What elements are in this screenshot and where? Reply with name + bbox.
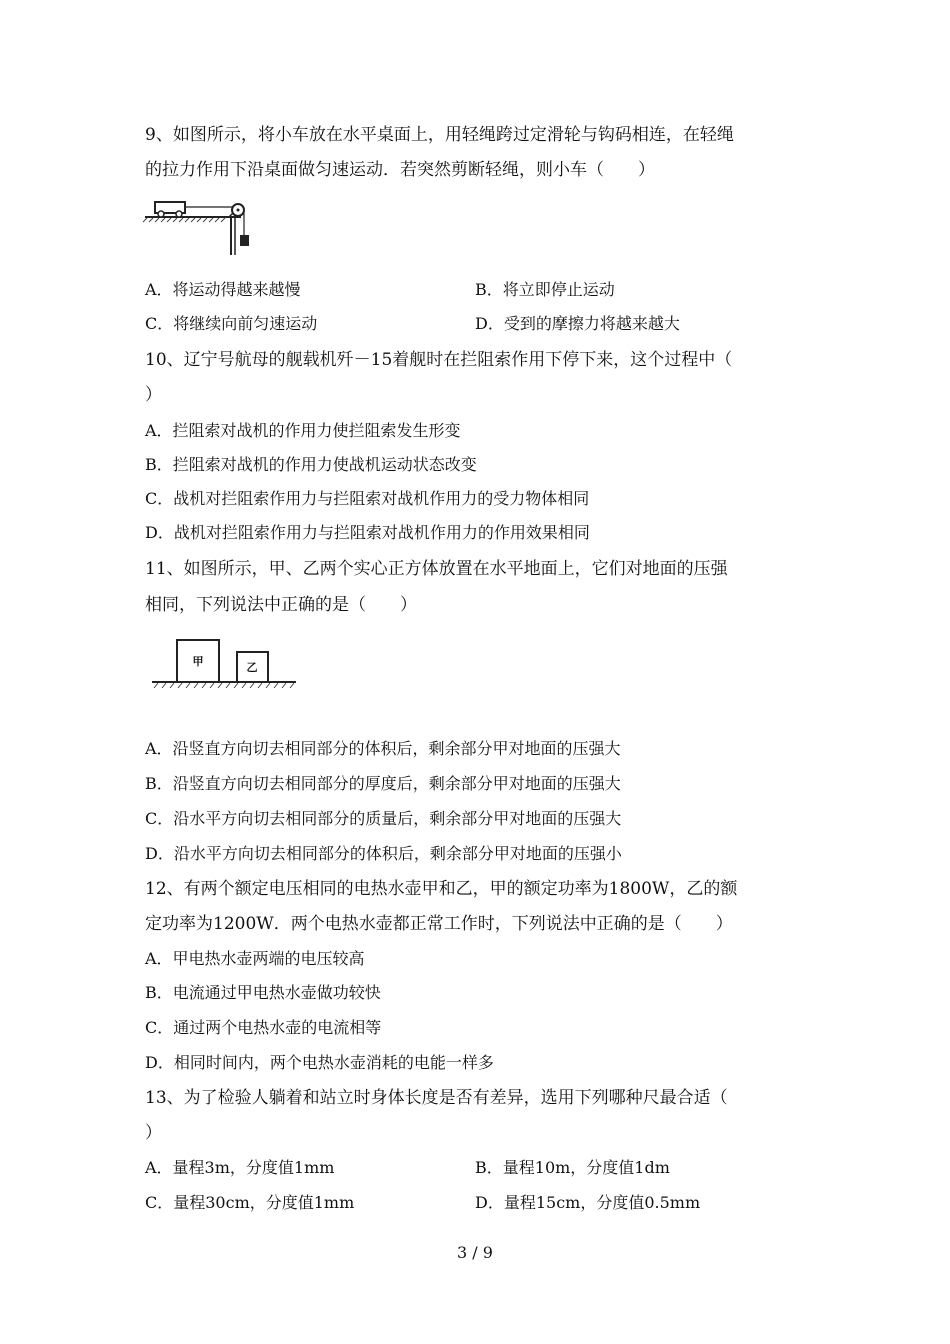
q9-option-d[interactable]: D．受到的摩擦力将越来越大	[475, 314, 680, 333]
q10-stem-line2: ）	[145, 385, 162, 405]
q11-cubes-diagram	[152, 638, 297, 690]
q13-stem-line2: ）	[145, 1123, 162, 1143]
page-number: 3 / 9	[457, 1243, 493, 1262]
q9-option-c[interactable]: C．将继续向前匀速运动	[145, 314, 318, 333]
cube-yi-label: 乙	[246, 661, 258, 674]
q13-option-d[interactable]: D．量程15cm，分度值0.5mm	[475, 1193, 701, 1212]
q12-option-a[interactable]: A．甲电热水壶两端的电压较高	[145, 949, 365, 968]
q11-stem-line1: 11、如图所示，甲、乙两个实心正方体放置在水平地面上，它们对地面的压强	[145, 559, 728, 579]
q10-option-d[interactable]: D．战机对拦阻索作用力与拦阻索对战机作用力的作用效果相同	[145, 523, 590, 542]
q12-option-d[interactable]: D．相同时间内，两个电热水壶消耗的电能一样多	[145, 1053, 494, 1072]
q12-stem-line2: 定功率为1200W．两个电热水壶都正常工作时，下列说法中正确的是（ ）	[145, 914, 733, 934]
q12-option-b[interactable]: B．电流通过甲电热水壶做功较快	[145, 983, 381, 1002]
q11-option-d[interactable]: D．沿水平方向切去相同部分的体积后，剩余部分甲对地面的压强小	[145, 844, 622, 863]
q11-option-a[interactable]: A．沿竖直方向切去相同部分的体积后，剩余部分甲对地面的压强大	[145, 739, 621, 758]
q10-stem-line1: 10、辽宁号航母的舰载机歼－15着舰时在拦阻索作用下停下来，这个过程中（	[145, 350, 733, 370]
q9-option-a[interactable]: A．将运动得越来越慢	[145, 280, 301, 299]
q13-option-a[interactable]: A．量程3m，分度值1mm	[145, 1158, 335, 1177]
q13-option-c[interactable]: C．量程30cm，分度值1mm	[145, 1193, 355, 1212]
q9-option-b[interactable]: B．将立即停止运动	[475, 280, 615, 299]
q9-stem-line2: 的拉力作用下沿桌面做匀速运动．若突然剪断轻绳，则小车（ ）	[145, 160, 655, 180]
q12-option-c[interactable]: C．通过两个电热水壶的电流相等	[145, 1018, 382, 1037]
hook-weight	[240, 235, 249, 246]
q10-option-a[interactable]: A．拦阻索对战机的作用力使拦阻索发生形变	[145, 421, 461, 440]
q9-cart-pulley-diagram	[143, 195, 258, 257]
q13-option-b[interactable]: B．量程10m，分度值1dm	[475, 1158, 670, 1177]
q9-stem-line1: 9、如图所示，将小车放在水平桌面上，用轻绳跨过定滑轮与钩码相连，在轻绳	[145, 125, 734, 145]
q12-stem-line1: 12、有两个额定电压相同的电热水壶甲和乙，甲的额定功率为1800W，乙的额	[145, 879, 738, 899]
q11-option-b[interactable]: B．沿竖直方向切去相同部分的厚度后，剩余部分甲对地面的压强大	[145, 774, 621, 793]
cube-jia-label: 甲	[192, 655, 204, 668]
q11-stem-line2: 相同，下列说法中正确的是（ ）	[145, 595, 417, 615]
q11-option-c[interactable]: C．沿水平方向切去相同部分的质量后，剩余部分甲对地面的压强大	[145, 809, 622, 828]
q10-option-b[interactable]: B．拦阻索对战机的作用力使战机运动状态改变	[145, 455, 477, 474]
q13-stem-line1: 13、为了检验人躺着和站立时身体长度是否有差异，选用下列哪种尺最合适（	[145, 1088, 728, 1108]
q10-option-c[interactable]: C．战机对拦阻索作用力与拦阻索对战机作用力的受力物体相同	[145, 489, 590, 508]
